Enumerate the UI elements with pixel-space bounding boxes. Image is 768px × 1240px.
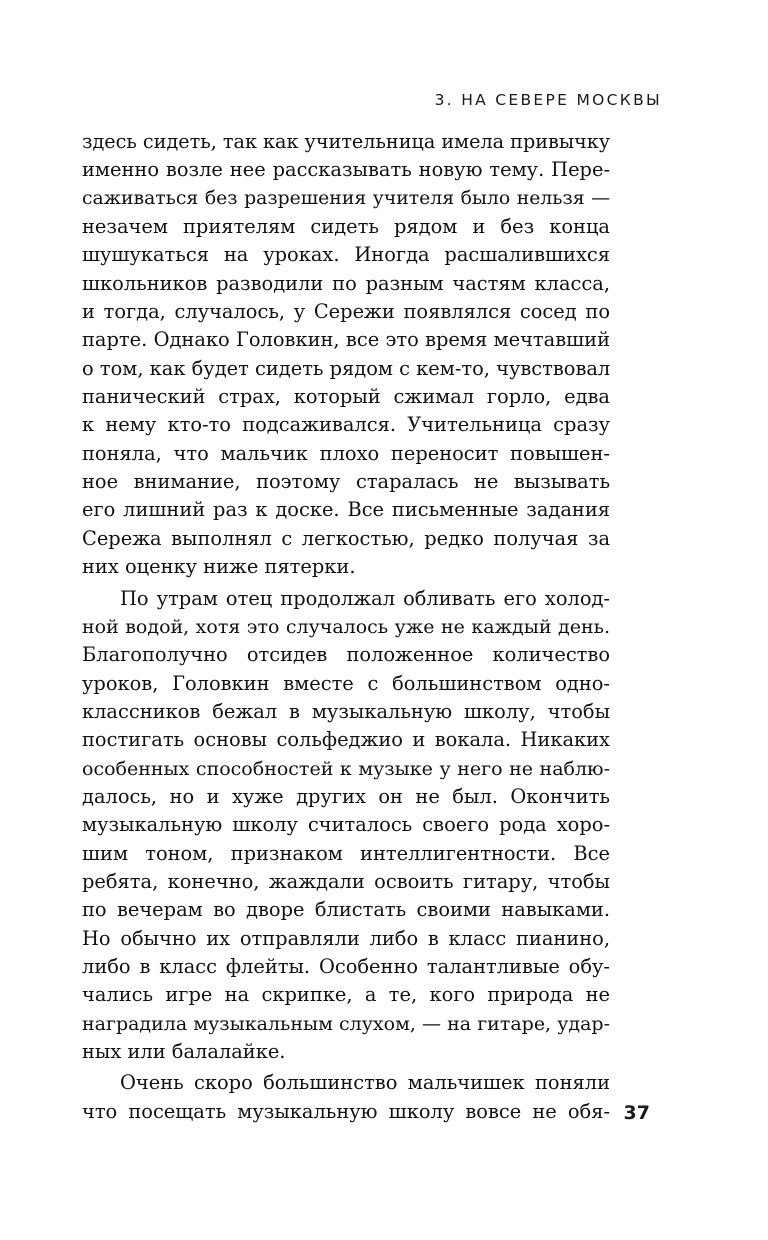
text-line: здесь сидеть, так как учительница имела привычку: [82, 130, 611, 153]
text-line: незачем приятелям сидеть рядом и без конца: [82, 215, 610, 239]
text-line: классников бежал в музыкальную школу, чтобы: [82, 699, 610, 723]
text-line: По утрам отец продолжал обливать его холод-: [120, 586, 610, 610]
text-line: и тогда, случалось, у Сережи появлялся сосед по: [82, 300, 610, 324]
text-line: к нему кто-то подсаживался. Учительница сразу: [82, 413, 610, 437]
text-line: ное внимание, поэтому старалась не вызывать: [82, 470, 610, 494]
text-line: саживаться без разрешения учителя было нельзя —: [82, 187, 610, 209]
text-line: Но обычно их отправляли либо в класс пианино,: [82, 926, 610, 950]
text-line: них оценку ниже пятерки.: [82, 555, 356, 579]
text-line: постигать основы сольфеджио и вокала. Никаких: [82, 728, 610, 752]
text-line: далось, но и хуже других он не был. Окончить: [82, 784, 610, 808]
text-line: чались игре на скрипке, а те, кого природа не: [82, 983, 610, 1007]
text-line: уроков, Головкин вместе с большинством одно-: [82, 671, 610, 695]
text-line: парте. Однако Головкин, все это время мечтавший: [82, 328, 610, 352]
text-line: наградила музыкальным слухом, — на гитаре, удар-: [82, 1012, 610, 1035]
text-line: ной водой, хотя это случалось уже не каждый день.: [82, 615, 610, 638]
body-text: [82, 128, 610, 1126]
text-line: поняла, что мальчик плохо переносит повышен-: [82, 441, 610, 465]
text-line: именно возле нее рассказывать новую тему. Пере-: [82, 158, 610, 182]
text-line: о том, как будет сидеть рядом с кем-то, чувствовал: [82, 356, 611, 380]
text-line: ребята, конечно, жаждали освоить гитару, чтобы: [82, 869, 610, 893]
paragraph-3: [82, 1069, 610, 1126]
text-line: по вечерам во дворе блистать своими навыками.: [82, 898, 610, 922]
text-line: школьников разводили по разным частям класса,: [82, 271, 610, 295]
text-line: особенных способностей к музыке у него не наблю-: [82, 757, 610, 780]
text-line: шим тоном, признаком интеллигентности. Все: [82, 841, 610, 865]
page-number: 37: [623, 1102, 650, 1124]
running-head: 3. НА СЕВЕРЕ МОСКВЫ: [434, 91, 662, 109]
text-line: Очень скоро большинство мальчишек поняли: [120, 1071, 610, 1095]
text-line: музыкальную школу считалось своего рода хоро-: [82, 813, 610, 837]
text-line: ных или балалайке.: [82, 1040, 286, 1063]
text-line: что посещать музыкальную школу вовсе не обя-: [82, 1099, 610, 1123]
text-line: его лишний раз к доске. Все письменные задания: [82, 498, 610, 522]
text-line: Сережа выполнял с легкостью, редко получая за: [82, 526, 610, 550]
paragraph-2: [82, 585, 610, 1067]
paragraph-1: [82, 128, 610, 582]
text-line: панический страх, который сжимал горло, едва: [82, 385, 610, 409]
text-line: Благополучно отсидев положенное количество: [82, 643, 610, 667]
text-line: либо в класс флейты. Особенно талантливые обу-: [82, 954, 610, 978]
text-line: шушукаться на уроках. Иногда расшалившихся: [82, 243, 610, 267]
